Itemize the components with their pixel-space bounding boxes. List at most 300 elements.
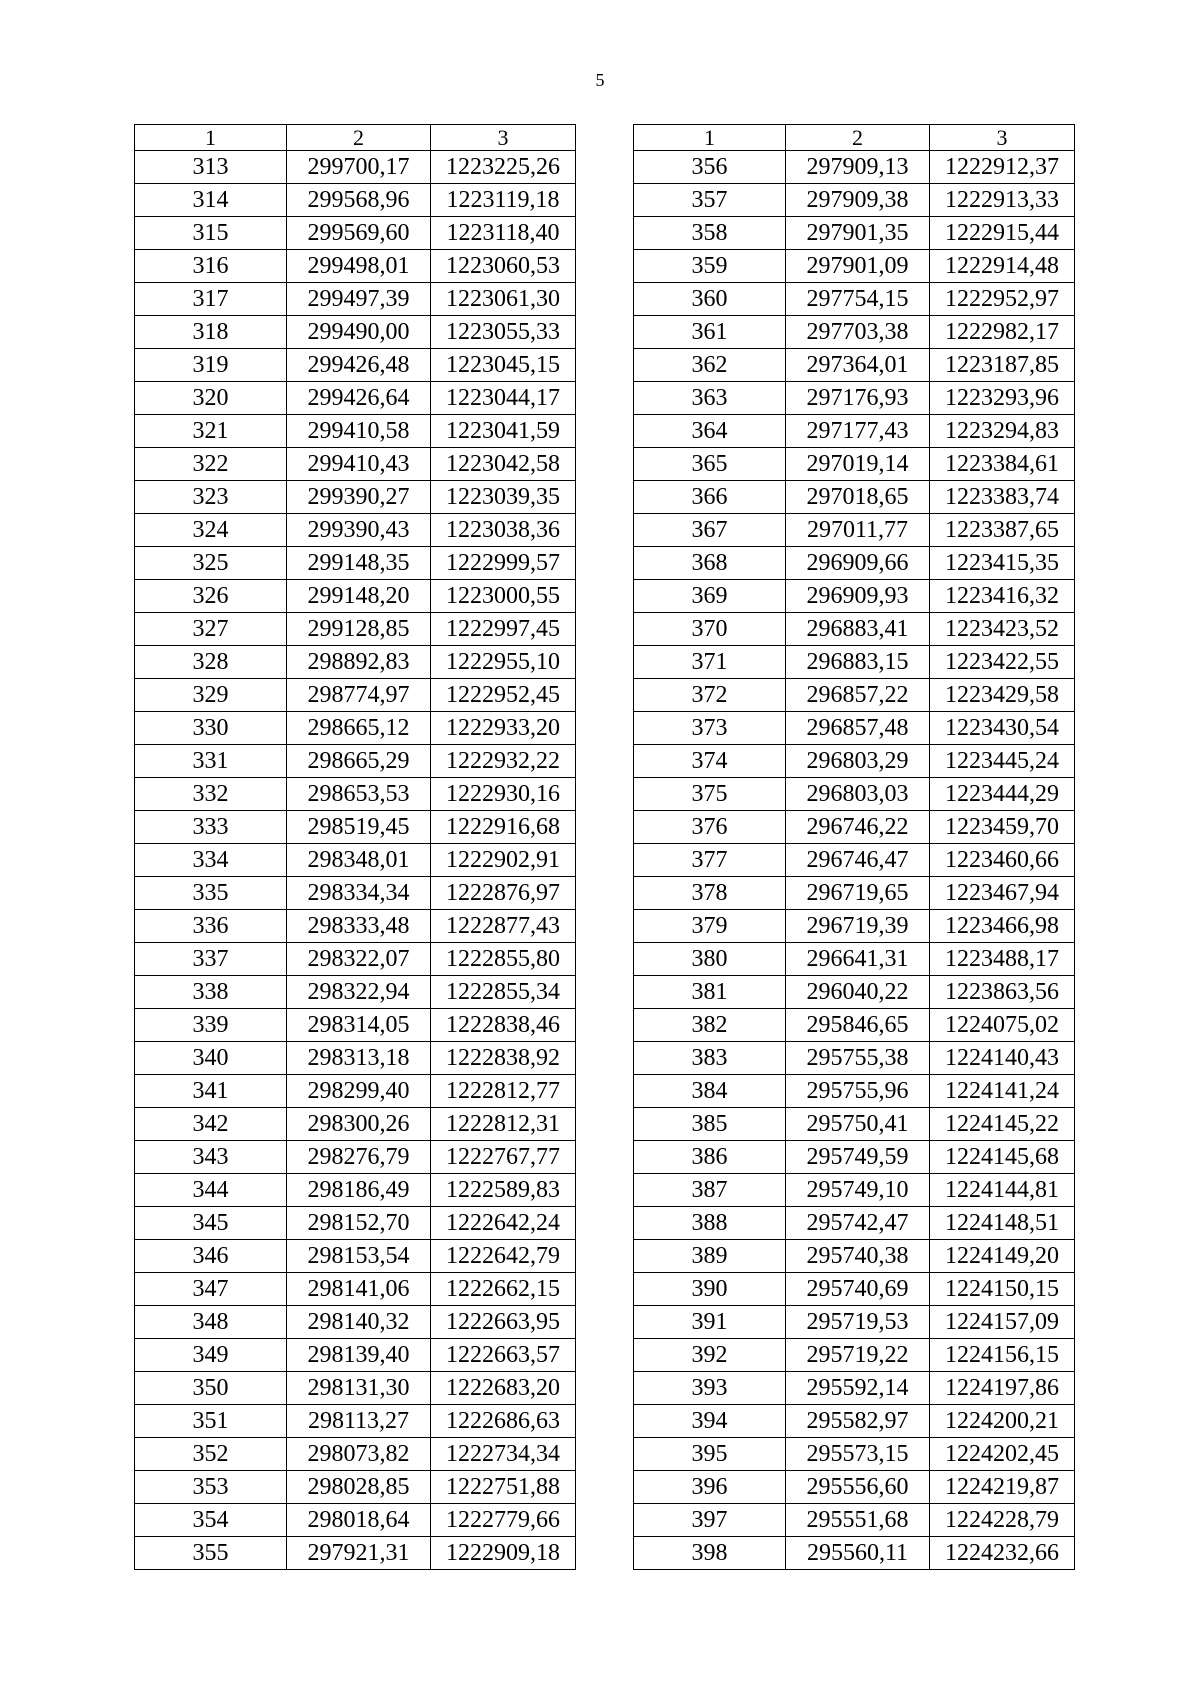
cell-x-coordinate: 298519,45 [287, 811, 431, 844]
cell-point-number: 340 [135, 1042, 287, 1075]
cell-point-number: 390 [634, 1273, 786, 1306]
cell-point-number: 369 [634, 580, 786, 613]
cell-x-coordinate: 298300,26 [287, 1108, 431, 1141]
cell-point-number: 386 [634, 1141, 786, 1174]
table-row [634, 514, 1075, 547]
cell-x-coordinate: 298348,01 [287, 844, 431, 877]
column-header-y-coordinate: 3 [431, 125, 576, 151]
table-row [135, 1372, 576, 1405]
cell-y-coordinate: 1222663,57 [431, 1339, 576, 1372]
cell-point-number: 350 [135, 1372, 287, 1405]
cell-x-coordinate: 295573,15 [786, 1438, 930, 1471]
table-row [135, 184, 576, 217]
table-row [135, 910, 576, 943]
table-row [135, 1174, 576, 1207]
cell-x-coordinate: 298028,85 [287, 1471, 431, 1504]
cell-x-coordinate: 297901,35 [786, 217, 930, 250]
cell-point-number: 380 [634, 943, 786, 976]
cell-y-coordinate: 1223863,56 [930, 976, 1075, 1009]
cell-x-coordinate: 298186,49 [287, 1174, 431, 1207]
cell-point-number: 320 [135, 382, 287, 415]
cell-y-coordinate: 1223444,29 [930, 778, 1075, 811]
table-row [135, 679, 576, 712]
cell-x-coordinate: 298665,29 [287, 745, 431, 778]
cell-x-coordinate: 299128,85 [287, 613, 431, 646]
cell-y-coordinate: 1222982,17 [930, 316, 1075, 349]
cell-point-number: 313 [135, 151, 287, 184]
cell-y-coordinate: 1223039,35 [431, 481, 576, 514]
cell-y-coordinate: 1223061,30 [431, 283, 576, 316]
table-row [634, 679, 1075, 712]
cell-x-coordinate: 296719,65 [786, 877, 930, 910]
cell-point-number: 326 [135, 580, 287, 613]
cell-y-coordinate: 1222933,20 [431, 712, 576, 745]
cell-point-number: 387 [634, 1174, 786, 1207]
cell-point-number: 338 [135, 976, 287, 1009]
cell-point-number: 360 [634, 283, 786, 316]
cell-y-coordinate: 1222812,31 [431, 1108, 576, 1141]
cell-point-number: 391 [634, 1306, 786, 1339]
cell-point-number: 325 [135, 547, 287, 580]
cell-x-coordinate: 296857,22 [786, 679, 930, 712]
cell-x-coordinate: 295582,97 [786, 1405, 930, 1438]
cell-point-number: 364 [634, 415, 786, 448]
table-row [135, 943, 576, 976]
cell-point-number: 381 [634, 976, 786, 1009]
cell-point-number: 333 [135, 811, 287, 844]
cell-y-coordinate: 1222779,66 [431, 1504, 576, 1537]
cell-x-coordinate: 295551,68 [786, 1504, 930, 1537]
table-row [634, 1438, 1075, 1471]
cell-x-coordinate: 298139,40 [287, 1339, 431, 1372]
column-header-point-number: 1 [634, 125, 786, 151]
cell-x-coordinate: 298653,53 [287, 778, 431, 811]
cell-y-coordinate: 1223044,17 [431, 382, 576, 415]
column-header-point-number: 1 [135, 125, 287, 151]
column-header-x-coordinate: 2 [786, 125, 930, 151]
table-header-row [634, 125, 1075, 151]
cell-point-number: 349 [135, 1339, 287, 1372]
cell-point-number: 367 [634, 514, 786, 547]
cell-y-coordinate: 1222642,24 [431, 1207, 576, 1240]
table-row [135, 151, 576, 184]
table-row [135, 283, 576, 316]
cell-y-coordinate: 1223467,94 [930, 877, 1075, 910]
cell-x-coordinate: 298314,05 [287, 1009, 431, 1042]
cell-y-coordinate: 1223459,70 [930, 811, 1075, 844]
table-row [135, 316, 576, 349]
cell-point-number: 368 [634, 547, 786, 580]
table-row [634, 217, 1075, 250]
cell-x-coordinate: 297019,14 [786, 448, 930, 481]
cell-x-coordinate: 298322,07 [287, 943, 431, 976]
table-row [634, 547, 1075, 580]
cell-point-number: 316 [135, 250, 287, 283]
cell-x-coordinate: 296641,31 [786, 943, 930, 976]
table-row [634, 1504, 1075, 1537]
cell-point-number: 385 [634, 1108, 786, 1141]
table-row [634, 151, 1075, 184]
cell-x-coordinate: 297177,43 [786, 415, 930, 448]
cell-y-coordinate: 1224150,15 [930, 1273, 1075, 1306]
table-row [634, 976, 1075, 1009]
cell-y-coordinate: 1222838,92 [431, 1042, 576, 1075]
cell-x-coordinate: 299568,96 [287, 184, 431, 217]
cell-y-coordinate: 1224149,20 [930, 1240, 1075, 1273]
cell-point-number: 366 [634, 481, 786, 514]
cell-x-coordinate: 296746,47 [786, 844, 930, 877]
cell-point-number: 336 [135, 910, 287, 943]
cell-x-coordinate: 296857,48 [786, 712, 930, 745]
table-row [634, 1075, 1075, 1108]
cell-x-coordinate: 295740,69 [786, 1273, 930, 1306]
cell-x-coordinate: 297901,09 [786, 250, 930, 283]
table-row [634, 448, 1075, 481]
cell-y-coordinate: 1223045,15 [431, 349, 576, 382]
cell-x-coordinate: 295719,22 [786, 1339, 930, 1372]
cell-point-number: 346 [135, 1240, 287, 1273]
table-row [634, 316, 1075, 349]
cell-x-coordinate: 296040,22 [786, 976, 930, 1009]
cell-y-coordinate: 1222812,77 [431, 1075, 576, 1108]
cell-y-coordinate: 1224140,43 [930, 1042, 1075, 1075]
cell-y-coordinate: 1222683,20 [431, 1372, 576, 1405]
cell-y-coordinate: 1224157,09 [930, 1306, 1075, 1339]
cell-y-coordinate: 1222997,45 [431, 613, 576, 646]
cell-point-number: 328 [135, 646, 287, 679]
cell-x-coordinate: 298313,18 [287, 1042, 431, 1075]
table-row [634, 1405, 1075, 1438]
cell-y-coordinate: 1223187,85 [930, 349, 1075, 382]
cell-x-coordinate: 297018,65 [786, 481, 930, 514]
table-row [135, 481, 576, 514]
table-row [135, 1405, 576, 1438]
cell-y-coordinate: 1222952,97 [930, 283, 1075, 316]
cell-point-number: 357 [634, 184, 786, 217]
cell-x-coordinate: 295846,65 [786, 1009, 930, 1042]
cell-x-coordinate: 295740,38 [786, 1240, 930, 1273]
cell-point-number: 323 [135, 481, 287, 514]
cell-point-number: 339 [135, 1009, 287, 1042]
cell-point-number: 315 [135, 217, 287, 250]
cell-point-number: 324 [135, 514, 287, 547]
cell-x-coordinate: 296719,39 [786, 910, 930, 943]
table-row [135, 976, 576, 1009]
cell-y-coordinate: 1222930,16 [431, 778, 576, 811]
table-row [634, 745, 1075, 778]
cell-point-number: 352 [135, 1438, 287, 1471]
cell-y-coordinate: 1223383,74 [930, 481, 1075, 514]
cell-y-coordinate: 1222838,46 [431, 1009, 576, 1042]
cell-x-coordinate: 295750,41 [786, 1108, 930, 1141]
coordinates-table-right [633, 124, 1075, 1570]
table-row [634, 613, 1075, 646]
cell-y-coordinate: 1222876,97 [431, 877, 576, 910]
cell-y-coordinate: 1223055,33 [431, 316, 576, 349]
table-row [135, 382, 576, 415]
cell-y-coordinate: 1222877,43 [431, 910, 576, 943]
cell-x-coordinate: 298073,82 [287, 1438, 431, 1471]
cell-x-coordinate: 295556,60 [786, 1471, 930, 1504]
cell-point-number: 389 [634, 1240, 786, 1273]
cell-point-number: 371 [634, 646, 786, 679]
cell-y-coordinate: 1223118,40 [431, 217, 576, 250]
cell-point-number: 362 [634, 349, 786, 382]
table-row [135, 349, 576, 382]
cell-x-coordinate: 298131,30 [287, 1372, 431, 1405]
cell-y-coordinate: 1223430,54 [930, 712, 1075, 745]
cell-point-number: 314 [135, 184, 287, 217]
cell-x-coordinate: 297703,38 [786, 316, 930, 349]
cell-x-coordinate: 299426,48 [287, 349, 431, 382]
cell-point-number: 374 [634, 745, 786, 778]
cell-y-coordinate: 1223119,18 [431, 184, 576, 217]
cell-y-coordinate: 1222589,83 [431, 1174, 576, 1207]
cell-point-number: 322 [135, 448, 287, 481]
table-row [634, 646, 1075, 679]
table-row [135, 514, 576, 547]
cell-y-coordinate: 1223460,66 [930, 844, 1075, 877]
table-row [135, 1207, 576, 1240]
cell-y-coordinate: 1223042,58 [431, 448, 576, 481]
table-row [135, 712, 576, 745]
cell-y-coordinate: 1224200,21 [930, 1405, 1075, 1438]
cell-x-coordinate: 297909,13 [786, 151, 930, 184]
cell-x-coordinate: 295755,96 [786, 1075, 930, 1108]
table-row [634, 1537, 1075, 1570]
cell-y-coordinate: 1222915,44 [930, 217, 1075, 250]
cell-point-number: 363 [634, 382, 786, 415]
cell-x-coordinate: 296803,03 [786, 778, 930, 811]
table-row [634, 877, 1075, 910]
cell-x-coordinate: 298333,48 [287, 910, 431, 943]
table-row [135, 415, 576, 448]
cell-point-number: 321 [135, 415, 287, 448]
table-row [135, 877, 576, 910]
cell-x-coordinate: 298299,40 [287, 1075, 431, 1108]
table-row [634, 1042, 1075, 1075]
cell-point-number: 337 [135, 943, 287, 976]
cell-y-coordinate: 1223041,59 [431, 415, 576, 448]
table-row [634, 712, 1075, 745]
coordinates-table-left [134, 124, 576, 1570]
cell-point-number: 361 [634, 316, 786, 349]
cell-x-coordinate: 298774,97 [287, 679, 431, 712]
cell-point-number: 334 [135, 844, 287, 877]
cell-x-coordinate: 299410,43 [287, 448, 431, 481]
cell-y-coordinate: 1223293,96 [930, 382, 1075, 415]
cell-point-number: 383 [634, 1042, 786, 1075]
table-row [634, 1174, 1075, 1207]
cell-x-coordinate: 296746,22 [786, 811, 930, 844]
cell-point-number: 347 [135, 1273, 287, 1306]
cell-x-coordinate: 299497,39 [287, 283, 431, 316]
table-row [634, 580, 1075, 613]
cell-point-number: 359 [634, 250, 786, 283]
cell-x-coordinate: 296883,41 [786, 613, 930, 646]
cell-x-coordinate: 295749,10 [786, 1174, 930, 1207]
cell-x-coordinate: 299490,00 [287, 316, 431, 349]
cell-x-coordinate: 297754,15 [786, 283, 930, 316]
cell-point-number: 341 [135, 1075, 287, 1108]
cell-y-coordinate: 1222751,88 [431, 1471, 576, 1504]
table-row [634, 1372, 1075, 1405]
table-row [135, 1339, 576, 1372]
table-row [634, 811, 1075, 844]
cell-x-coordinate: 299700,17 [287, 151, 431, 184]
table-row [634, 415, 1075, 448]
cell-x-coordinate: 296883,15 [786, 646, 930, 679]
cell-point-number: 384 [634, 1075, 786, 1108]
cell-x-coordinate: 295560,11 [786, 1537, 930, 1570]
cell-x-coordinate: 298665,12 [287, 712, 431, 745]
cell-y-coordinate: 1222955,10 [431, 646, 576, 679]
cell-x-coordinate: 295742,47 [786, 1207, 930, 1240]
cell-y-coordinate: 1223422,55 [930, 646, 1075, 679]
table-row [634, 1339, 1075, 1372]
cell-point-number: 354 [135, 1504, 287, 1537]
cell-point-number: 393 [634, 1372, 786, 1405]
cell-point-number: 388 [634, 1207, 786, 1240]
cell-point-number: 355 [135, 1537, 287, 1570]
cell-x-coordinate: 298153,54 [287, 1240, 431, 1273]
table-row [634, 1471, 1075, 1504]
cell-y-coordinate: 1224145,22 [930, 1108, 1075, 1141]
table-row [634, 778, 1075, 811]
cell-y-coordinate: 1224219,87 [930, 1471, 1075, 1504]
table-row [135, 1042, 576, 1075]
cell-y-coordinate: 1222734,34 [431, 1438, 576, 1471]
table-row [135, 1009, 576, 1042]
cell-y-coordinate: 1224156,15 [930, 1339, 1075, 1372]
cell-y-coordinate: 1222663,95 [431, 1306, 576, 1339]
table-row [634, 1108, 1075, 1141]
cell-y-coordinate: 1224228,79 [930, 1504, 1075, 1537]
table-row [135, 1240, 576, 1273]
cell-point-number: 377 [634, 844, 786, 877]
table-row [634, 1306, 1075, 1339]
page-number: 5 [595, 70, 605, 90]
cell-y-coordinate: 1224144,81 [930, 1174, 1075, 1207]
table-row [634, 1207, 1075, 1240]
table-header-row [135, 125, 576, 151]
cell-y-coordinate: 1222686,63 [431, 1405, 576, 1438]
cell-point-number: 329 [135, 679, 287, 712]
cell-y-coordinate: 1222767,77 [431, 1141, 576, 1174]
table-row [135, 547, 576, 580]
cell-x-coordinate: 299426,64 [287, 382, 431, 415]
cell-y-coordinate: 1222952,45 [431, 679, 576, 712]
table-row [634, 481, 1075, 514]
cell-x-coordinate: 297176,93 [786, 382, 930, 415]
cell-y-coordinate: 1223038,36 [431, 514, 576, 547]
table-row [135, 745, 576, 778]
cell-x-coordinate: 298152,70 [287, 1207, 431, 1240]
table-row [634, 1009, 1075, 1042]
cell-x-coordinate: 295755,38 [786, 1042, 930, 1075]
cell-point-number: 351 [135, 1405, 287, 1438]
cell-x-coordinate: 299390,27 [287, 481, 431, 514]
cell-y-coordinate: 1223445,24 [930, 745, 1075, 778]
cell-point-number: 398 [634, 1537, 786, 1570]
table-row [135, 1306, 576, 1339]
cell-point-number: 335 [135, 877, 287, 910]
cell-y-coordinate: 1224202,45 [930, 1438, 1075, 1471]
cell-point-number: 375 [634, 778, 786, 811]
cell-x-coordinate: 298018,64 [287, 1504, 431, 1537]
cell-y-coordinate: 1223294,83 [930, 415, 1075, 448]
table-row [135, 448, 576, 481]
cell-x-coordinate: 297909,38 [786, 184, 930, 217]
table-row [634, 283, 1075, 316]
cell-y-coordinate: 1222855,80 [431, 943, 576, 976]
cell-point-number: 397 [634, 1504, 786, 1537]
cell-x-coordinate: 299148,20 [287, 580, 431, 613]
cell-point-number: 395 [634, 1438, 786, 1471]
cell-y-coordinate: 1222855,34 [431, 976, 576, 1009]
table-row [634, 184, 1075, 217]
cell-y-coordinate: 1223488,17 [930, 943, 1075, 976]
table-row [634, 910, 1075, 943]
table-row [634, 943, 1075, 976]
table-row [135, 1141, 576, 1174]
cell-y-coordinate: 1222662,15 [431, 1273, 576, 1306]
cell-point-number: 342 [135, 1108, 287, 1141]
cell-y-coordinate: 1223423,52 [930, 613, 1075, 646]
cell-y-coordinate: 1223415,35 [930, 547, 1075, 580]
cell-point-number: 373 [634, 712, 786, 745]
cell-point-number: 356 [634, 151, 786, 184]
table-row [634, 382, 1075, 415]
cell-y-coordinate: 1224148,51 [930, 1207, 1075, 1240]
table-row [135, 1504, 576, 1537]
table-row [634, 1240, 1075, 1273]
cell-point-number: 365 [634, 448, 786, 481]
cell-x-coordinate: 296909,66 [786, 547, 930, 580]
cell-point-number: 330 [135, 712, 287, 745]
cell-y-coordinate: 1223429,58 [930, 679, 1075, 712]
cell-point-number: 327 [135, 613, 287, 646]
cell-y-coordinate: 1222916,68 [431, 811, 576, 844]
cell-y-coordinate: 1222999,57 [431, 547, 576, 580]
cell-x-coordinate: 295592,14 [786, 1372, 930, 1405]
cell-point-number: 372 [634, 679, 786, 712]
cell-y-coordinate: 1222912,37 [930, 151, 1075, 184]
cell-point-number: 348 [135, 1306, 287, 1339]
table-row [634, 349, 1075, 382]
table-row [135, 1438, 576, 1471]
table-row [634, 250, 1075, 283]
table-row [135, 217, 576, 250]
cell-point-number: 378 [634, 877, 786, 910]
cell-x-coordinate: 296909,93 [786, 580, 930, 613]
cell-point-number: 332 [135, 778, 287, 811]
table-row [634, 844, 1075, 877]
cell-x-coordinate: 295719,53 [786, 1306, 930, 1339]
cell-y-coordinate: 1223416,32 [930, 580, 1075, 613]
column-header-y-coordinate: 3 [930, 125, 1075, 151]
cell-y-coordinate: 1222914,48 [930, 250, 1075, 283]
cell-y-coordinate: 1223387,65 [930, 514, 1075, 547]
cell-y-coordinate: 1222909,18 [431, 1537, 576, 1570]
table-row [135, 613, 576, 646]
table-row [634, 1141, 1075, 1174]
table-row [135, 1108, 576, 1141]
cell-point-number: 392 [634, 1339, 786, 1372]
table-row [135, 1075, 576, 1108]
column-header-x-coordinate: 2 [287, 125, 431, 151]
cell-x-coordinate: 295749,59 [786, 1141, 930, 1174]
